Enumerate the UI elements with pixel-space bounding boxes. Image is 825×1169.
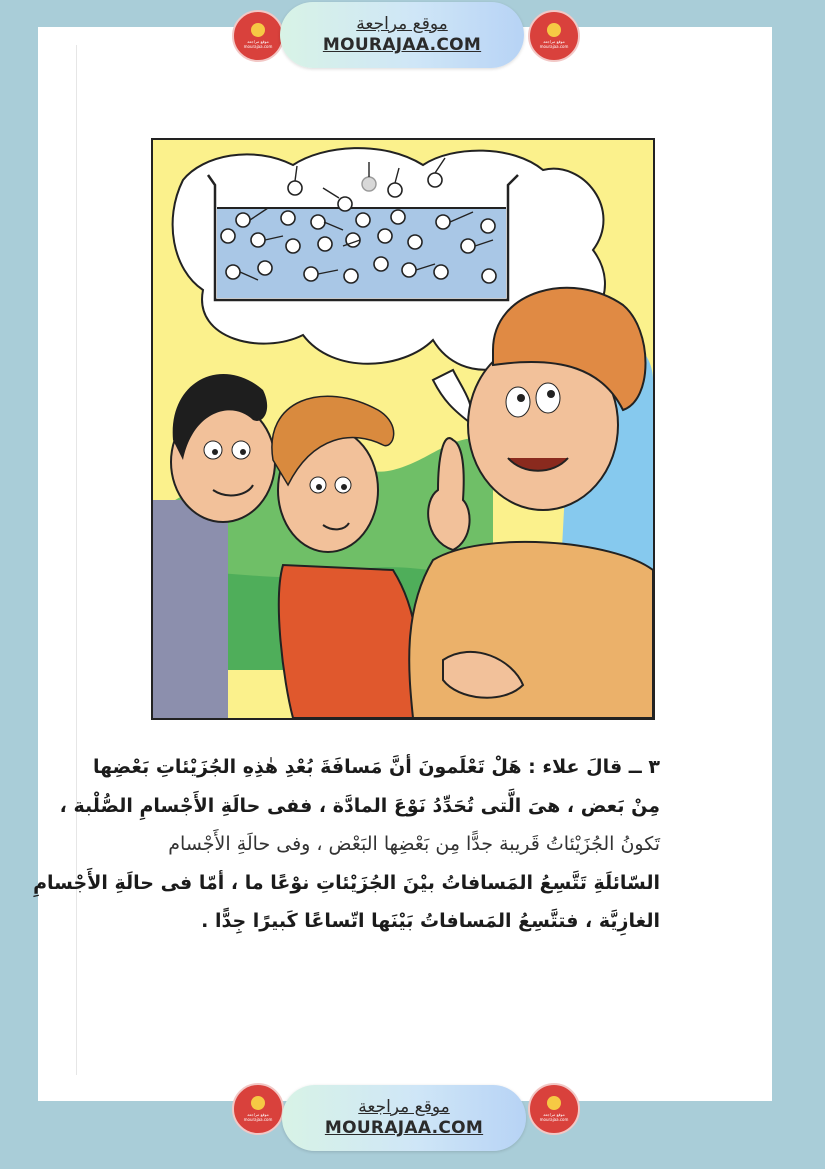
caption-line: ٣ ــ قالَ علاء : هَلْ تَعْلَمونَ أنَّ مَسافَةَ بُعْدِ هٰذِهِ الجُزَيْئاتِ بَعْضِها — [92, 756, 660, 778]
logo-text-en: mourajaa.com — [539, 44, 569, 49]
site-name-ar[interactable]: موقع مراجعة — [356, 14, 448, 34]
logo-mark-icon — [251, 23, 265, 37]
cartoon-three-boys-liquid-molecules-icon — [153, 140, 653, 718]
site-logo-icon[interactable] — [232, 1083, 284, 1135]
logo-text-en: mourajaa.com — [243, 1117, 273, 1122]
caption-line: تَكونُ الجُزَيْئاتُ قَريبة جدًّا مِن بَعْضِها البَعْض ، وفى حالَةِ الأَجْسام — [168, 833, 660, 855]
caption-line: السّائلَةِ تَتَّسِعُ المَسافاتُ بيْنَ الجُزَيْئاتِ نوْعًا ما ، أمّا فى حالَةِ الأَجْسامِ — [33, 871, 660, 894]
logo-mark-icon — [547, 23, 561, 37]
footer-site-badge[interactable] — [282, 1085, 526, 1151]
site-domain-link[interactable]: MOURAJAA.COM — [324, 1118, 484, 1138]
header-site-badge[interactable] — [280, 2, 524, 68]
site-logo-icon[interactable] — [528, 1083, 580, 1135]
story-paragraph — [33, 748, 660, 941]
logo-text-ar: موقع مراجعة — [247, 1112, 269, 1117]
logo-text-en: mourajaa.com — [243, 44, 273, 49]
site-domain-link[interactable]: MOURAJAA.COM — [322, 35, 482, 55]
site-logo-icon[interactable] — [232, 10, 284, 62]
logo-text-ar: موقع مراجعة — [543, 1112, 565, 1117]
logo-text-ar: موقع مراجعة — [247, 39, 269, 44]
cartoon-illustration — [151, 138, 655, 720]
scan-edge — [76, 45, 77, 1075]
logo-mark-icon — [251, 1096, 265, 1110]
site-logo-icon[interactable] — [528, 10, 580, 62]
caption-line: الغازِيَّة ، فتتَّسِعُ المَسافاتُ بَيْنَها اتّساعًا كَبيرًا جِدًّا . — [201, 910, 660, 932]
caption-line: مِنْ بَعض ، هىَ الَّتى تُحَدِّدُ نَوْعَ المادَّة ، ففى حالَةِ الأَجْسامِ الصُّلْبة ، — [59, 794, 660, 817]
site-name-ar[interactable]: موقع مراجعة — [358, 1097, 450, 1117]
logo-text-en: mourajaa.com — [539, 1117, 569, 1122]
logo-text-ar: موقع مراجعة — [543, 39, 565, 44]
logo-mark-icon — [547, 1096, 561, 1110]
